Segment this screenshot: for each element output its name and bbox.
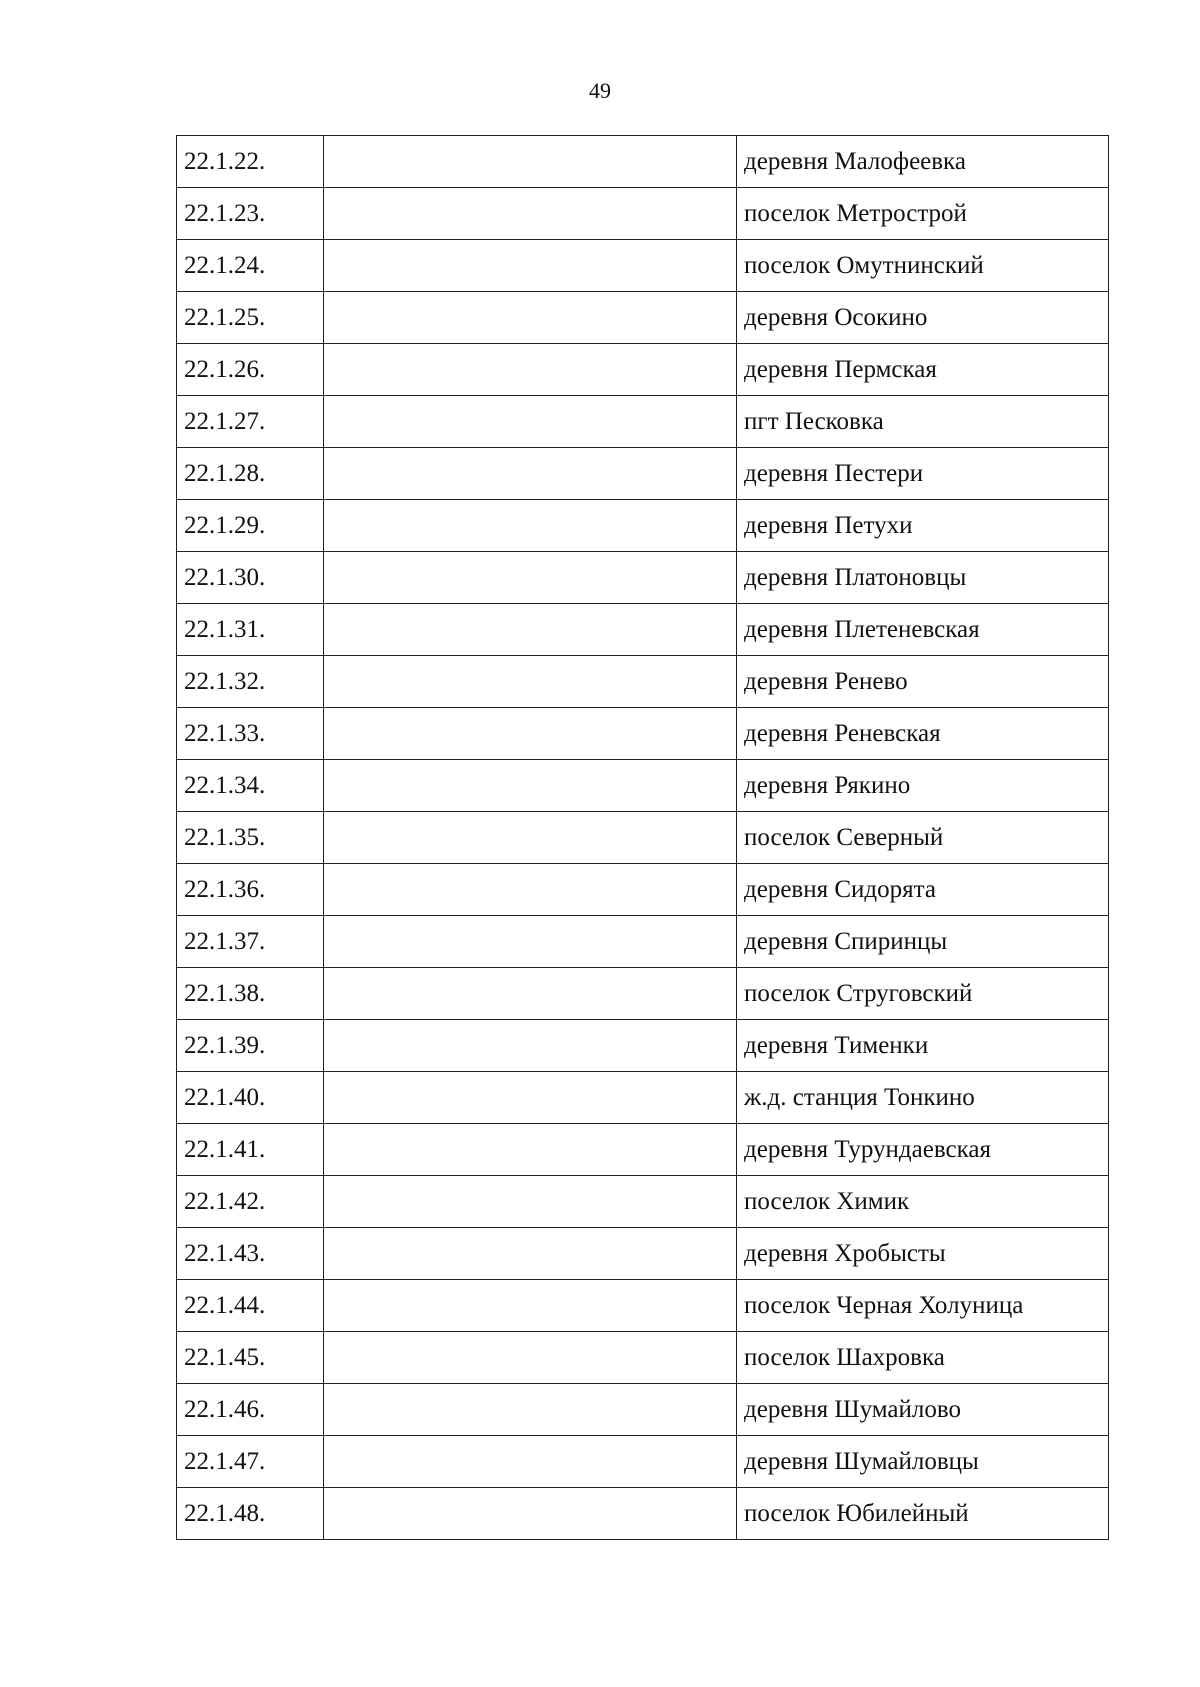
settlement-name-cell: поселок Шахровка <box>737 1332 1109 1384</box>
settlement-name-cell: деревня Хробысты <box>737 1228 1109 1280</box>
empty-cell <box>324 1332 737 1384</box>
table-row <box>177 1124 1109 1176</box>
row-number-cell: 22.1.47. <box>177 1436 324 1488</box>
settlement-name-cell: деревня Малофеевка <box>737 136 1109 188</box>
empty-cell <box>324 136 737 188</box>
table-row <box>177 1332 1109 1384</box>
row-number-cell: 22.1.22. <box>177 136 324 188</box>
settlement-name-cell: деревня Шумайловцы <box>737 1436 1109 1488</box>
row-number-cell: 22.1.25. <box>177 292 324 344</box>
empty-cell <box>324 708 737 760</box>
table-row <box>177 1436 1109 1488</box>
table-row <box>177 760 1109 812</box>
row-number-cell: 22.1.45. <box>177 1332 324 1384</box>
settlement-name-cell: поселок Струговский <box>737 968 1109 1020</box>
row-number-cell: 22.1.32. <box>177 656 324 708</box>
row-number-cell: 22.1.24. <box>177 240 324 292</box>
table-row <box>177 396 1109 448</box>
empty-cell <box>324 812 737 864</box>
table-row <box>177 656 1109 708</box>
empty-cell <box>324 1228 737 1280</box>
settlement-name-cell: деревня Ренево <box>737 656 1109 708</box>
empty-cell <box>324 188 737 240</box>
table-row <box>177 1020 1109 1072</box>
empty-cell <box>324 552 737 604</box>
empty-cell <box>324 968 737 1020</box>
table-row <box>177 1280 1109 1332</box>
empty-cell <box>324 864 737 916</box>
row-number-cell: 22.1.37. <box>177 916 324 968</box>
table-row <box>177 448 1109 500</box>
settlement-name-cell: поселок Северный <box>737 812 1109 864</box>
table-row <box>177 292 1109 344</box>
settlement-name-cell: деревня Рякино <box>737 760 1109 812</box>
settlements-table <box>176 135 1109 1540</box>
settlement-name-cell: поселок Черная Холуница <box>737 1280 1109 1332</box>
settlement-name-cell: деревня Сидорята <box>737 864 1109 916</box>
empty-cell <box>324 1488 737 1540</box>
empty-cell <box>324 396 737 448</box>
table-row <box>177 604 1109 656</box>
table-row <box>177 344 1109 396</box>
empty-cell <box>324 1280 737 1332</box>
row-number-cell: 22.1.30. <box>177 552 324 604</box>
settlement-name-cell: поселок Юбилейный <box>737 1488 1109 1540</box>
table-row <box>177 188 1109 240</box>
empty-cell <box>324 500 737 552</box>
table-row <box>177 552 1109 604</box>
row-number-cell: 22.1.26. <box>177 344 324 396</box>
row-number-cell: 22.1.42. <box>177 1176 324 1228</box>
settlement-name-cell: деревня Плетеневская <box>737 604 1109 656</box>
settlement-name-cell: деревня Пермская <box>737 344 1109 396</box>
settlement-name-cell: деревня Шумайлово <box>737 1384 1109 1436</box>
row-number-cell: 22.1.33. <box>177 708 324 760</box>
row-number-cell: 22.1.46. <box>177 1384 324 1436</box>
empty-cell <box>324 1072 737 1124</box>
table-row <box>177 1176 1109 1228</box>
empty-cell <box>324 1176 737 1228</box>
row-number-cell: 22.1.41. <box>177 1124 324 1176</box>
table-row <box>177 240 1109 292</box>
settlement-name-cell: деревня Реневская <box>737 708 1109 760</box>
table-row <box>177 500 1109 552</box>
empty-cell <box>324 1020 737 1072</box>
empty-cell <box>324 916 737 968</box>
row-number-cell: 22.1.36. <box>177 864 324 916</box>
row-number-cell: 22.1.28. <box>177 448 324 500</box>
empty-cell <box>324 344 737 396</box>
empty-cell <box>324 448 737 500</box>
row-number-cell: 22.1.35. <box>177 812 324 864</box>
table-body <box>177 136 1109 1540</box>
table-row <box>177 1228 1109 1280</box>
page-number: 49 <box>589 78 611 103</box>
empty-cell <box>324 292 737 344</box>
table-row <box>177 864 1109 916</box>
row-number-cell: 22.1.29. <box>177 500 324 552</box>
settlement-name-cell: ж.д. станция Тонкино <box>737 1072 1109 1124</box>
table-row <box>177 708 1109 760</box>
settlement-name-cell: поселок Метрострой <box>737 188 1109 240</box>
row-number-cell: 22.1.23. <box>177 188 324 240</box>
table-row <box>177 812 1109 864</box>
empty-cell <box>324 656 737 708</box>
settlement-name-cell: поселок Химик <box>737 1176 1109 1228</box>
settlement-name-cell: поселок Омутнинский <box>737 240 1109 292</box>
table-row <box>177 136 1109 188</box>
settlement-name-cell: деревня Спиринцы <box>737 916 1109 968</box>
settlement-name-cell: деревня Тименки <box>737 1020 1109 1072</box>
row-number-cell: 22.1.40. <box>177 1072 324 1124</box>
table-row <box>177 916 1109 968</box>
empty-cell <box>324 1436 737 1488</box>
row-number-cell: 22.1.31. <box>177 604 324 656</box>
empty-cell <box>324 760 737 812</box>
row-number-cell: 22.1.44. <box>177 1280 324 1332</box>
settlement-name-cell: пгт Песковка <box>737 396 1109 448</box>
row-number-cell: 22.1.43. <box>177 1228 324 1280</box>
row-number-cell: 22.1.39. <box>177 1020 324 1072</box>
settlement-name-cell: деревня Пестери <box>737 448 1109 500</box>
table-row <box>177 1072 1109 1124</box>
row-number-cell: 22.1.38. <box>177 968 324 1020</box>
settlement-name-cell: деревня Петухи <box>737 500 1109 552</box>
row-number-cell: 22.1.48. <box>177 1488 324 1540</box>
settlement-name-cell: деревня Турундаевская <box>737 1124 1109 1176</box>
row-number-cell: 22.1.27. <box>177 396 324 448</box>
row-number-cell: 22.1.34. <box>177 760 324 812</box>
table-row <box>177 968 1109 1020</box>
table-row <box>177 1384 1109 1436</box>
empty-cell <box>324 604 737 656</box>
settlement-name-cell: деревня Осокино <box>737 292 1109 344</box>
empty-cell <box>324 1124 737 1176</box>
empty-cell <box>324 240 737 292</box>
settlement-name-cell: деревня Платоновцы <box>737 552 1109 604</box>
table-row <box>177 1488 1109 1540</box>
empty-cell <box>324 1384 737 1436</box>
